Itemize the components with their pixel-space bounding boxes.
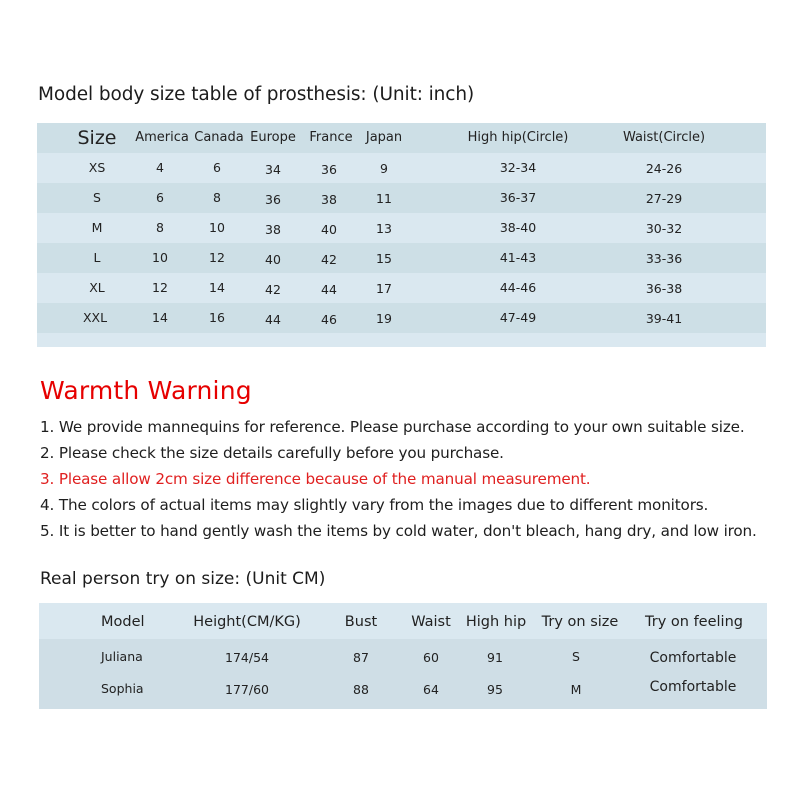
- cell-france: 46: [321, 312, 337, 327]
- header-size: Size: [77, 127, 117, 149]
- cell-size: L: [93, 250, 101, 265]
- cell-waist: 64: [423, 682, 439, 697]
- header-canada: Canada: [194, 130, 244, 145]
- cell-size: S: [93, 190, 101, 205]
- cell-bust: 88: [353, 682, 369, 697]
- try-on-table-title: Real person try on size: (Unit CM): [40, 569, 326, 589]
- cell-height: 177/60: [225, 682, 269, 697]
- cell-europe: 44: [265, 312, 281, 327]
- cell-france: 40: [321, 222, 337, 237]
- cell-canada: 8: [213, 190, 221, 205]
- header-waist: Waist(Circle): [622, 130, 706, 145]
- table-row: [37, 303, 766, 333]
- size-table-header: [37, 123, 766, 153]
- cell-japan: 11: [376, 191, 392, 206]
- size-table-title: Model body size table of prosthesis: (Unit: inch): [38, 84, 475, 105]
- cell-high-hip: 91: [487, 650, 503, 665]
- cell-high-hip: 44-46: [499, 280, 537, 295]
- cell-france: 38: [321, 192, 337, 207]
- header-model: Model: [101, 614, 145, 630]
- cell-canada: 10: [209, 220, 225, 235]
- cell-high-hip: 47-49: [499, 310, 537, 325]
- cell-japan: 19: [376, 311, 392, 326]
- cell-canada: 14: [209, 280, 225, 295]
- table-row: [37, 183, 766, 213]
- try-on-table: [39, 603, 767, 709]
- cell-high-hip: 41-43: [499, 250, 537, 265]
- cell-europe: 34: [265, 162, 281, 177]
- warning-item: 5. It is better to hand gently wash the items by cold water, don't bleach, hang dry, and low iron.: [40, 522, 757, 540]
- cell-size: XS: [88, 160, 106, 175]
- cell-try-on-size: S: [572, 649, 580, 664]
- cell-japan: 15: [376, 251, 392, 266]
- cell-waist: 33-36: [645, 251, 683, 266]
- header-france: France: [309, 130, 353, 145]
- size-table: [37, 123, 766, 347]
- cell-america: 8: [156, 220, 164, 235]
- cell-size: XL: [89, 280, 105, 295]
- cell-canada: 12: [209, 250, 225, 265]
- cell-america: 10: [152, 250, 168, 265]
- cell-france: 44: [321, 282, 337, 297]
- table-row: [39, 671, 767, 707]
- cell-waist: 24-26: [645, 161, 683, 176]
- table-row: [37, 213, 766, 243]
- cell-high-hip: 95: [487, 682, 503, 697]
- warning-list: [40, 414, 757, 544]
- header-height: Height(CM/KG): [193, 614, 301, 630]
- cell-waist: 27-29: [645, 191, 683, 206]
- cell-europe: 38: [265, 222, 281, 237]
- header-waist: Waist: [411, 614, 451, 630]
- header-high-hip: High hip(Circle): [467, 130, 569, 145]
- table-footer-strip: [37, 333, 766, 347]
- cell-japan: 17: [376, 281, 392, 296]
- cell-bust: 87: [353, 650, 369, 665]
- cell-america: 4: [156, 160, 164, 175]
- cell-waist: 30-32: [645, 221, 683, 236]
- cell-model: Sophia: [101, 681, 144, 696]
- cell-waist: 60: [423, 650, 439, 665]
- cell-canada: 16: [209, 310, 225, 325]
- warning-item-highlighted: 3. Please allow 2cm size difference because of the manual measurement.: [40, 470, 591, 488]
- table-row: [37, 153, 766, 183]
- cell-canada: 6: [213, 160, 221, 175]
- table-row: [37, 273, 766, 303]
- cell-size: M: [91, 220, 103, 235]
- cell-try-on-feeling: Comfortable: [649, 650, 737, 666]
- cell-size: XXL: [82, 310, 108, 325]
- cell-high-hip: 38-40: [499, 220, 537, 235]
- header-bust: Bust: [344, 614, 378, 630]
- try-on-table-header: [39, 603, 767, 639]
- warning-item: 4. The colors of actual items may slightly vary from the images due to different monitors.: [40, 496, 709, 514]
- cell-europe: 40: [265, 252, 281, 267]
- warning-item: 2. Please check the size details carefully before you purchase.: [40, 444, 504, 462]
- cell-japan: 9: [380, 161, 388, 176]
- header-try-on-size: Try on size: [541, 614, 619, 630]
- header-europe: Europe: [250, 130, 296, 145]
- cell-try-on-feeling: Comfortable: [649, 679, 737, 695]
- cell-america: 6: [156, 190, 164, 205]
- cell-try-on-size: M: [570, 682, 582, 697]
- cell-japan: 13: [376, 221, 392, 236]
- warning-title: Warmth Warning: [40, 376, 252, 405]
- cell-model: Juliana: [101, 649, 143, 664]
- cell-high-hip: 32-34: [499, 160, 537, 175]
- header-try-on-feeling: Try on feeling: [645, 614, 743, 630]
- cell-france: 42: [321, 252, 337, 267]
- header-japan: Japan: [365, 130, 403, 145]
- cell-europe: 42: [265, 282, 281, 297]
- cell-europe: 36: [265, 192, 281, 207]
- cell-waist: 39-41: [645, 311, 683, 326]
- cell-america: 14: [152, 310, 168, 325]
- table-row: [37, 243, 766, 273]
- header-high-hip: High hip: [465, 614, 527, 630]
- cell-height: 174/54: [225, 650, 269, 665]
- cell-france: 36: [321, 162, 337, 177]
- header-america: America: [135, 130, 189, 145]
- cell-waist: 36-38: [645, 281, 683, 296]
- cell-high-hip: 36-37: [499, 190, 537, 205]
- cell-america: 12: [152, 280, 168, 295]
- warning-item: 1. We provide mannequins for reference. Please purchase according to your own suitable size.: [40, 418, 745, 436]
